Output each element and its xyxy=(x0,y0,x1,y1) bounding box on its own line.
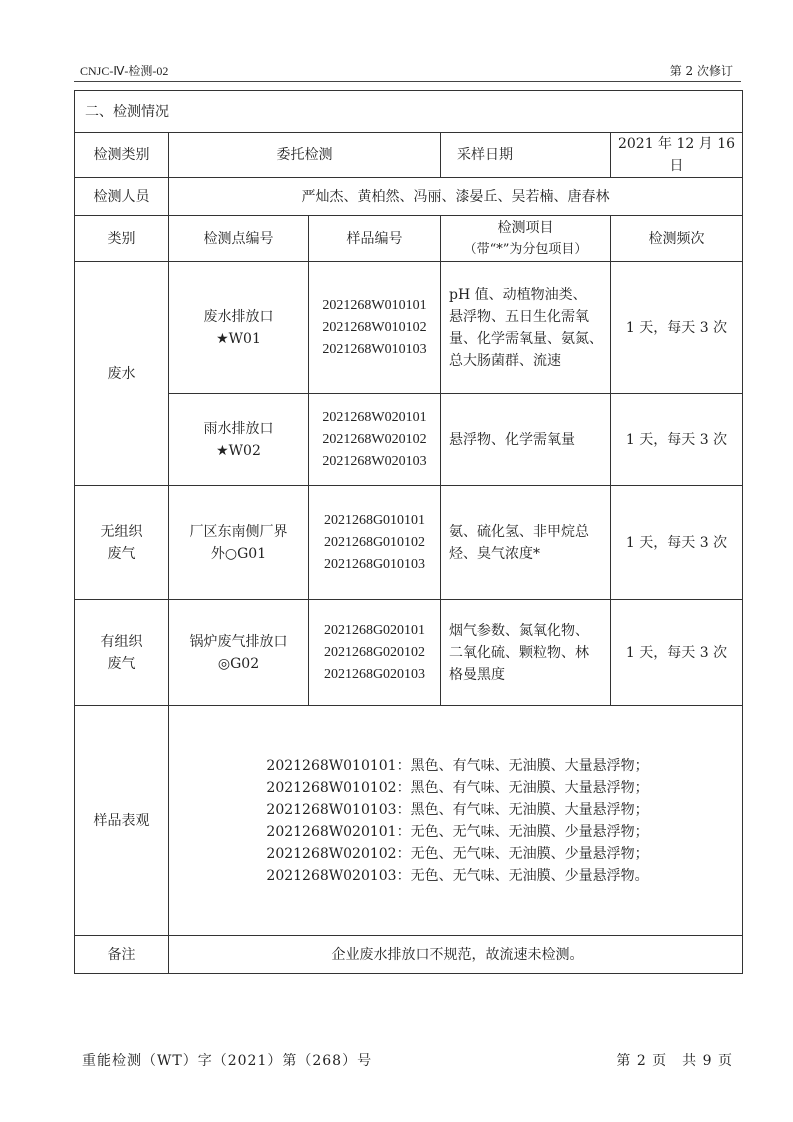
sample-cell-line: 2021268W010101 xyxy=(322,297,427,313)
sample-cell-line: 2021268W010102 xyxy=(322,319,427,335)
items-cell-line: 悬浮物、化学需氧量 xyxy=(449,431,575,448)
sample-cell xyxy=(309,600,441,706)
items-cell-line: 氨、硫化氢、非甲烷总 xyxy=(449,523,589,540)
point-cell-line: 锅炉废气排放口 xyxy=(189,633,288,650)
remarks-label: 备注 xyxy=(75,936,169,974)
inspection-table xyxy=(74,90,743,974)
items-cell xyxy=(441,600,611,706)
sample-cell-line: 2021268G020102 xyxy=(323,644,426,660)
frequency-cell xyxy=(611,486,743,600)
frequency-cell xyxy=(611,262,743,394)
col-category: 类别 xyxy=(75,216,169,262)
items-cell-line: 悬浮物、五日生化需氧 xyxy=(449,308,589,325)
items-cell-line: 量、化学需氧量、氨氮、 xyxy=(449,330,603,347)
category-cell xyxy=(75,262,169,486)
sample-cell xyxy=(309,394,441,486)
frequency-cell-line: 1 天，每天 3 次 xyxy=(625,534,728,551)
type-label: 检测类别 xyxy=(75,133,169,178)
point-cell xyxy=(169,600,309,706)
col-sample: 样品编号 xyxy=(309,216,441,262)
group-rows xyxy=(75,262,743,706)
point-cell xyxy=(169,262,309,394)
col-point: 检测点编号 xyxy=(169,216,309,262)
sample-cell xyxy=(309,262,441,394)
point-cell-line: 雨水排放口 xyxy=(203,420,274,437)
col-items-line2: （带“*”为分包项目） xyxy=(463,241,588,257)
col-items-line1: 检测项目 xyxy=(497,219,554,236)
date-value: 2021 年 12 月 16 日 xyxy=(611,133,743,178)
items-cell xyxy=(441,486,611,600)
header-divider xyxy=(74,81,741,82)
appearance-line: 2021268W010101：黑色、有气味、无油膜、大量悬浮物； xyxy=(266,757,649,774)
frequency-cell xyxy=(611,600,743,706)
sample-cell-line: 2021268W010103 xyxy=(322,341,427,357)
sample-cell-line: 2021268G020103 xyxy=(323,666,426,682)
section-title: 二、检测情况 xyxy=(75,91,743,133)
col-items xyxy=(441,216,611,262)
frequency-cell-line: 1 天，每天 3 次 xyxy=(625,644,728,661)
appearance-label: 样品表观 xyxy=(75,706,169,936)
sample-cell xyxy=(309,486,441,600)
category-line: 有组织 xyxy=(100,633,143,650)
items-cell xyxy=(441,262,611,394)
items-cell-line: 格曼黑度 xyxy=(449,666,505,683)
sample-cell-line: 2021268G010103 xyxy=(323,556,426,572)
doc-code: CNJC-Ⅳ-检测-02 xyxy=(80,64,169,78)
sample-cell-line: 2021268G020101 xyxy=(323,622,426,638)
point-cell xyxy=(169,486,309,600)
report-number: 重能检测（WT）字（2021）第（268）号 xyxy=(82,1053,373,1069)
category-line: 无组织 xyxy=(100,523,143,540)
appearance-line: 2021268W010102：黑色、有气味、无油膜、大量悬浮物； xyxy=(266,779,649,796)
sample-cell-line: 2021268G010102 xyxy=(323,534,426,550)
appearance-line: 2021268W020103：无色、无气味、无油膜、少量悬浮物。 xyxy=(266,867,649,884)
frequency-cell-line: 1 天，每天 3 次 xyxy=(625,431,728,448)
point-cell-line: 厂区东南侧厂界 xyxy=(189,523,288,540)
items-cell-line: 烟气参数、氮氧化物、 xyxy=(449,622,589,639)
items-cell-line: pH 值、动植物油类、 xyxy=(449,286,587,303)
col-frequency: 检测频次 xyxy=(611,216,743,262)
type-value: 委托检测 xyxy=(169,133,441,178)
category-line: 废水 xyxy=(107,365,136,382)
point-cell-line: ★W01 xyxy=(216,330,261,347)
table-row xyxy=(75,600,743,706)
appearance-line: 2021268W020102：无色、无气味、无油膜、少量悬浮物； xyxy=(266,845,649,862)
category-cell xyxy=(75,486,169,600)
category-line: 废气 xyxy=(107,545,136,562)
table-row xyxy=(75,486,743,600)
appearance-list xyxy=(169,706,743,936)
point-cell-line: ◎G02 xyxy=(217,655,260,672)
items-cell xyxy=(441,394,611,486)
sample-cell-line: 2021268W020101 xyxy=(322,409,427,425)
sample-cell-line: 2021268W020103 xyxy=(322,453,427,469)
point-cell-line: 废水排放口 xyxy=(203,308,274,325)
frequency-cell xyxy=(611,394,743,486)
table-row xyxy=(75,394,743,486)
staff-value: 严灿杰、黄柏然、冯丽、漆晏丘、吴若楠、唐春林 xyxy=(169,178,743,216)
page-number: 第 2 页 共 9 页 xyxy=(616,1053,733,1069)
revision-label: 第 2 次修订 xyxy=(669,64,733,78)
appearance-line: 2021268W020101：无色、无气味、无油膜、少量悬浮物； xyxy=(266,823,649,840)
category-line: 废气 xyxy=(107,655,136,672)
point-cell xyxy=(169,394,309,486)
items-cell-line: 总大肠菌群、流速 xyxy=(449,352,561,369)
appearance-line: 2021268W010103：黑色、有气味、无油膜、大量悬浮物； xyxy=(266,801,649,818)
remarks-text: 企业废水排放口不规范，故流速未检测。 xyxy=(169,936,743,974)
frequency-cell-line: 1 天，每天 3 次 xyxy=(625,319,728,336)
items-cell-line: 二氧化硫、颗粒物、林 xyxy=(449,644,589,661)
sample-cell-line: 2021268W020102 xyxy=(322,431,427,447)
category-cell xyxy=(75,600,169,706)
items-cell-line: 烃、臭气浓度* xyxy=(449,545,540,562)
staff-label: 检测人员 xyxy=(75,178,169,216)
point-cell-line: ★W02 xyxy=(216,442,261,459)
point-cell-line: 外○G01 xyxy=(210,545,267,562)
date-label: 采样日期 xyxy=(441,133,611,178)
table-row xyxy=(75,262,743,394)
sample-cell-line: 2021268G010101 xyxy=(323,512,426,528)
